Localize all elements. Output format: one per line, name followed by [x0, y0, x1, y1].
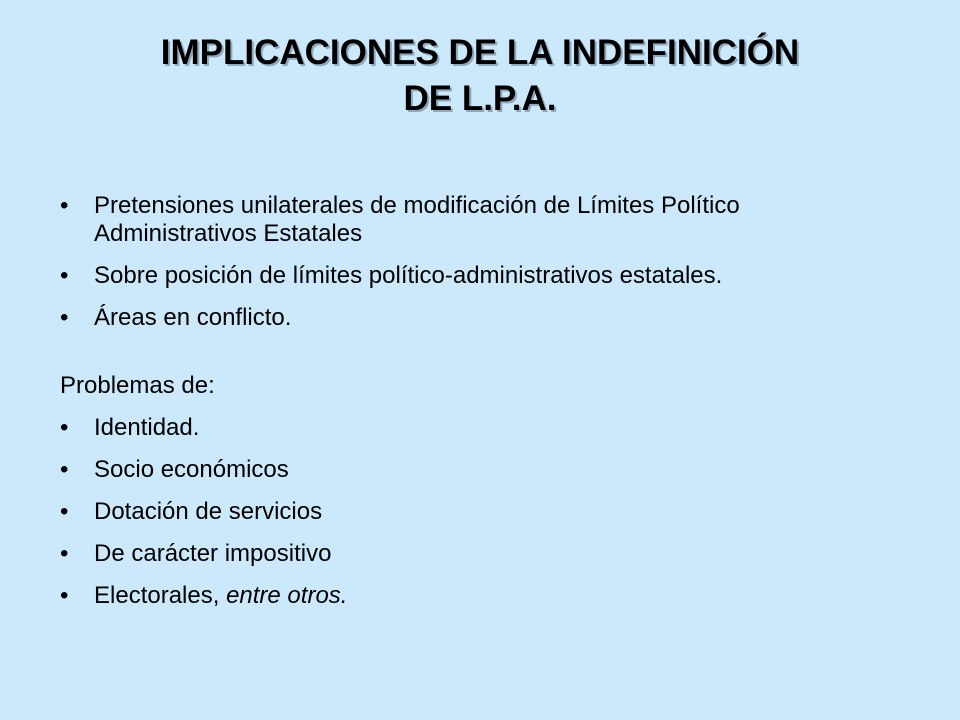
problems-heading: Problemas de:	[60, 372, 215, 399]
slide-body	[60, 192, 880, 610]
bullet-item: • De carácter impositivo	[60, 540, 880, 568]
slide-title-line-1: IMPLICACIONES DE LA INDEFINICIÓN	[160, 33, 800, 72]
slide-title	[60, 30, 900, 122]
slide-title-line-2: DE L.P.A.	[403, 79, 557, 118]
bullet-item-text: Electorales,	[94, 582, 227, 609]
bullet-item: • Pretensiones unilaterales de modificación de Límites Político Administrativos Estatales	[60, 192, 880, 248]
bullet-item: • Socio económicos	[60, 456, 880, 484]
bullet-item: • Áreas en conflicto.	[60, 304, 880, 332]
bullet-item: • Identidad.	[60, 414, 880, 442]
bullet-item: • Sobre posición de límites político-administrativos estatales.	[60, 262, 880, 290]
bullet-item-last	[60, 582, 880, 610]
bullet-item-italic-text: entre otros.	[226, 582, 348, 609]
bullet-item: • Dotación de servicios	[60, 498, 880, 526]
